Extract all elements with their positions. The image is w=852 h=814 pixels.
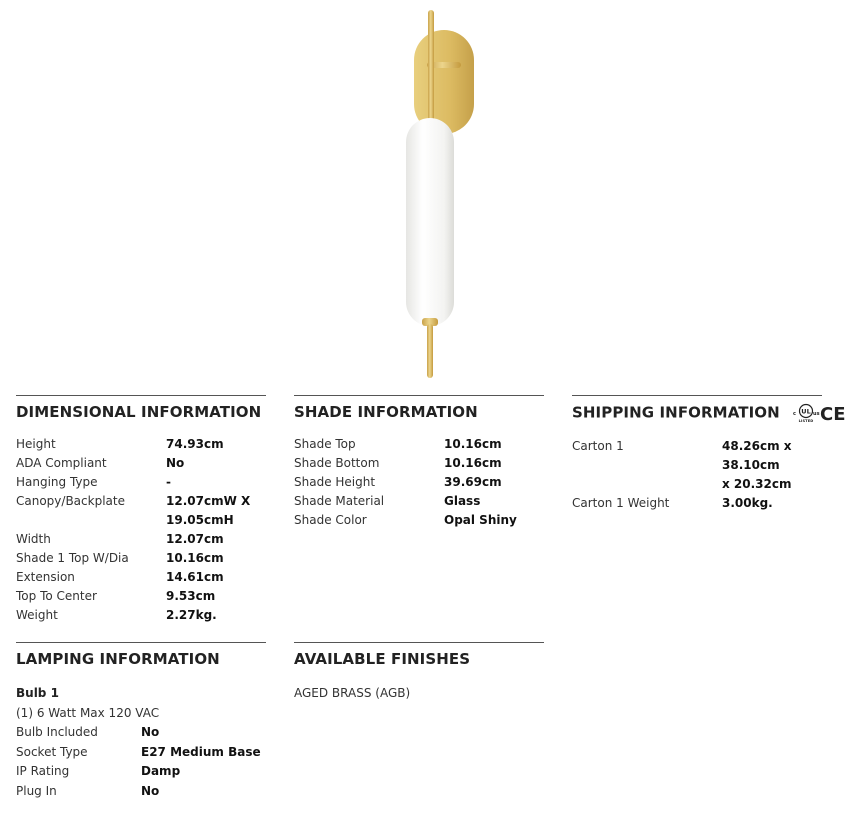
- dimensional-rows: [16, 435, 266, 625]
- shade-rows: [294, 435, 544, 530]
- row-value-line: 10.16cm: [166, 551, 224, 565]
- svg-text:CE: CE: [820, 404, 846, 425]
- info-row: [16, 435, 266, 454]
- ce-mark-icon: [819, 403, 845, 423]
- row-value-line: No: [166, 456, 185, 470]
- row-label: Height: [16, 437, 56, 451]
- row-value: [166, 549, 224, 568]
- row-value: [166, 454, 184, 473]
- info-row: [16, 587, 266, 606]
- shipping-rows: [572, 437, 852, 513]
- row-value-line: 3.00kg.: [722, 496, 773, 510]
- shipping-section: [572, 395, 852, 513]
- row-label: Width: [16, 532, 51, 546]
- lamping-section: [16, 642, 266, 801]
- info-row: [16, 782, 266, 802]
- divider: [572, 395, 822, 396]
- row-label: Shade Height: [294, 475, 376, 489]
- info-row: [16, 723, 266, 743]
- svg-text:c: c: [793, 411, 797, 417]
- shade-section: [294, 395, 544, 530]
- rod-bottom: [427, 324, 433, 378]
- row-label: Bulb Included: [16, 725, 98, 739]
- shipping-heading: [572, 403, 852, 423]
- row-value: [166, 530, 224, 549]
- info-row: [294, 454, 544, 473]
- row-value: [444, 492, 480, 511]
- row-value-line: 48.26cm x 38.10cm: [722, 439, 792, 472]
- row-value: [166, 606, 217, 625]
- row-value: [722, 494, 773, 513]
- row-label: Top To Center: [16, 589, 97, 603]
- row-label: Shade Color: [294, 513, 367, 527]
- info-row: [16, 743, 266, 763]
- row-value: [444, 473, 502, 492]
- info-row: [16, 492, 266, 530]
- row-value-line: Opal Shiny: [444, 513, 517, 527]
- row-label: Shade Bottom: [294, 456, 380, 470]
- divider: [16, 395, 266, 396]
- row-value-line: 74.93cm: [166, 437, 224, 451]
- row-label: Shade Top: [294, 437, 356, 451]
- row-label: Carton 1: [572, 439, 624, 453]
- info-row: [294, 473, 544, 492]
- row-value: [166, 473, 171, 492]
- row-value-line: 12.07cm: [166, 532, 224, 546]
- row-label: Hanging Type: [16, 475, 98, 489]
- divider: [294, 642, 544, 643]
- row-value-line: No: [141, 783, 160, 798]
- finish-item: AGED BRASS (AGB): [294, 686, 411, 700]
- bulb-description: (1) 6 Watt Max 120 VAC: [16, 706, 160, 720]
- shipping-title: SHIPPING INFORMATION: [572, 403, 780, 422]
- row-value: [444, 435, 502, 454]
- info-row: [16, 762, 266, 782]
- info-row: [16, 454, 266, 473]
- row-value-line: 10.16cm: [444, 456, 502, 470]
- info-row: [294, 435, 544, 454]
- lamping-heading: LAMPING INFORMATION: [16, 650, 220, 668]
- row-value-line: 2.27kg.: [166, 608, 217, 622]
- row-value-line: 14.61cm: [166, 570, 224, 584]
- row-value-line: x 20.32cm: [722, 477, 792, 491]
- row-value: [444, 511, 517, 530]
- row-value: [166, 492, 250, 530]
- row-value: [166, 587, 215, 606]
- row-value: [141, 723, 159, 743]
- shade-heading: SHADE INFORMATION: [294, 403, 478, 421]
- info-row: [16, 606, 266, 625]
- bulb-title: Bulb 1: [16, 686, 59, 700]
- row-value-line: 39.69cm: [444, 475, 502, 489]
- row-value-line: 12.07cmW X: [166, 494, 251, 508]
- ul-listed-icon: [793, 403, 819, 423]
- info-row: [16, 473, 266, 492]
- row-value-line: -: [166, 475, 171, 489]
- row-label: Weight: [16, 608, 58, 622]
- info-row: [294, 511, 544, 530]
- divider: [294, 395, 544, 396]
- row-label: Canopy/Backplate: [16, 494, 125, 508]
- dimensional-heading: DIMENSIONAL INFORMATION: [16, 403, 262, 421]
- svg-text:UL: UL: [801, 407, 811, 416]
- row-value: [722, 437, 852, 494]
- row-label: Socket Type: [16, 744, 88, 759]
- product-image: [400, 6, 480, 382]
- row-value-line: Damp: [141, 764, 181, 778]
- dimensional-section: [16, 395, 266, 625]
- row-label: Shade Material: [294, 494, 385, 508]
- info-row: [16, 568, 266, 587]
- row-label: IP Rating: [16, 764, 70, 778]
- row-value-line: No: [141, 725, 160, 739]
- row-value: [141, 782, 159, 802]
- rod-top: [428, 10, 434, 126]
- row-value-line: E27 Medium Base: [141, 744, 261, 759]
- lamping-rows: [16, 723, 266, 801]
- divider: [16, 642, 266, 643]
- row-label: Carton 1 Weight: [572, 496, 670, 510]
- finishes-list: [294, 684, 544, 703]
- row-value: [141, 743, 261, 763]
- row-value-line: 10.16cm: [444, 437, 502, 451]
- info-row: [572, 437, 852, 494]
- row-value: [166, 568, 224, 587]
- info-row: [294, 492, 544, 511]
- row-label: ADA Compliant: [16, 456, 107, 470]
- row-value-line: Glass: [444, 494, 481, 508]
- info-row: [16, 530, 266, 549]
- glass-shade: [406, 118, 454, 326]
- row-value: [166, 435, 224, 454]
- svg-text:LISTED: LISTED: [798, 419, 814, 423]
- info-row: [16, 549, 266, 568]
- finishes-heading: AVAILABLE FINISHES: [294, 650, 471, 668]
- row-value: [141, 762, 180, 782]
- svg-text:us: us: [813, 411, 820, 417]
- row-value: [444, 454, 502, 473]
- row-label: Shade 1 Top W/Dia: [16, 551, 129, 565]
- backplate: [414, 30, 474, 134]
- row-value-line: 9.53cm: [166, 589, 216, 603]
- info-row: [572, 494, 852, 513]
- row-label: Plug In: [16, 783, 57, 798]
- row-label: Extension: [16, 570, 75, 584]
- finishes-section: [294, 642, 544, 703]
- certification-marks: [793, 403, 845, 423]
- row-value-line: 19.05cmH: [166, 513, 234, 527]
